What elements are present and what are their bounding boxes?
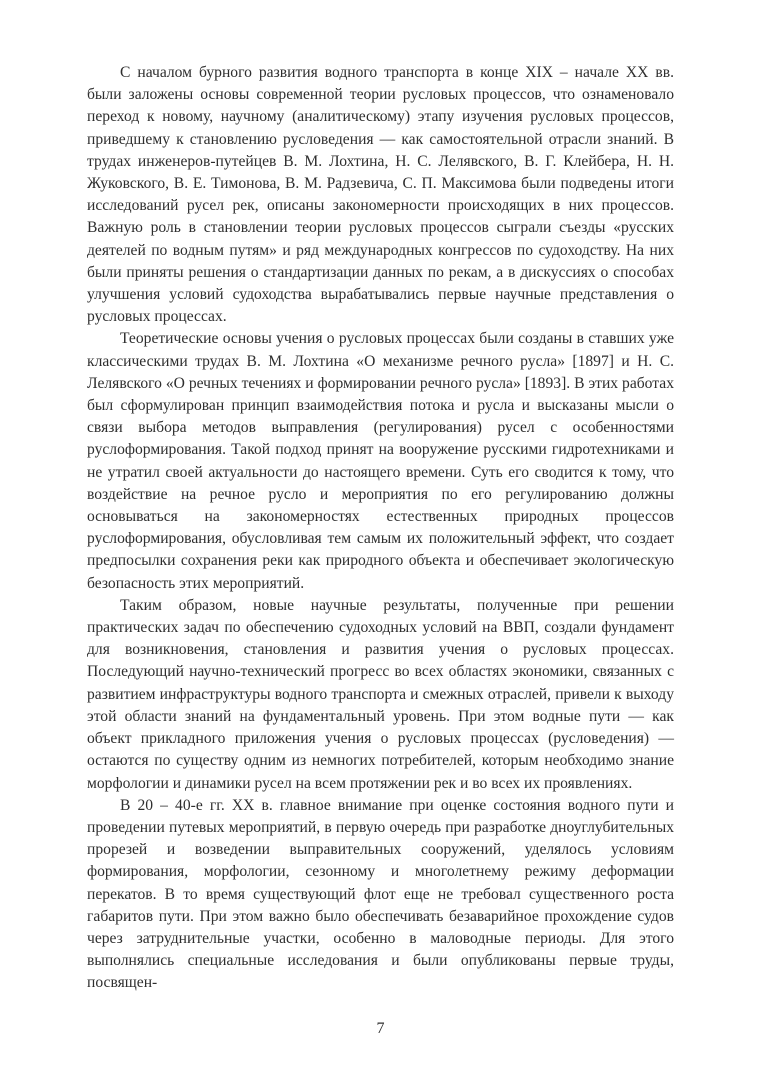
paragraph-2: Теоретические основы учения о русловых процессах были созданы в ставших уже классическими трудах В. М. Лохтина «О механизме речного русла» [1897] и Н. С. Лелявского «О речных течениях и формировании речного русла» [1893]. В этих работах был сформулирован принцип взаимодействия потока и русла и высказаны мысли о связи выбора методов выправления (регулирования) русел с особенностями руслоформирования. Такой подход принят на вооружение русскими гидротехниками и не утратил своей актуальности до настоящего времени. Суть его сводится к тому, что воздействие на речное русло и мероприятия по его регулированию должны основываться на закономерностях естественных природных процессов руслоформирования, обусловливая тем самым их положительный эффект, что создает предпосылки сохранения реки как природного объекта и обеспечивает экологическую безопасность этих мероприятий.: [87, 330, 674, 592]
page-text: [87, 62, 674, 995]
paragraph-4: В 20 – 40-е гг. XX в. главное внимание при оценке состояния водного пути и проведении путевых мероприятий, в первую очередь при разработке дноуглубительных прорезей и возведении выправительных сооружений, уделялось условиям формирования, морфологии, сезонному и многолетнему режиму деформации перекатов. В то время существующий флот еще не требовал существенного роста габаритов пути. При этом важно было обеспечивать безаварийное прохождение судов через затруднительные участки, особенно в маловодные периоды. Для этого выполнялись специальные исследования и были опубликованы первые труды, посвящен-: [87, 796, 674, 992]
paragraph-3: Таким образом, новые научные результаты, полученные при решении практических задач по обеспечению судоходных условий на ВВП, создали фундамент для возникновения, становления и развития учения о русловых процессах. Последующий научно-технический прогресс во всех областях экономики, связанных с развитием инфраструктуры водного транспорта и смежных отраслей, привели к выходу этой области знаний на фундаментальный уровень. При этом водные пути — как объект прикладного приложения учения о русловых процессах (русловедения) — остаются по существу одним из немногих потребителей, которым необходимо знание морфологии и динамики русел на всем протяжении рек и во всех их проявлениях.: [87, 596, 674, 792]
paragraph-1: С началом бурного развития водного транспорта в конце XIX – начале XX вв. были заложены основы современной теории русловых процессов, что ознаменовало переход к новому, научному (аналитическому) этапу изучения русловых процессов, приведшему к становлению русловедения — как самостоятельной отрасли знаний. В трудах инженеров-путейцев В. М. Лохтина, Н. С. Лелявского, В. Г. Клейбера, Н. Н. Жуковского, В. Е. Тимонова, В. М. Радзевича, С. П. Максимова были подведены итоги исследований русел рек, описаны закономерности происходящих в них процессов. Важную роль в становлении теории русловых процессов сыграли съезды «русских деятелей по водным путям» и ряд международных конгрессов по судоходству. На них были приняты решения о стандартизации данных по рекам, а в дискуссиях о способах улучшения условий судоходства вырабатывались первые научные представления о русловых процессах.: [87, 64, 674, 326]
page-number: 7: [376, 1020, 385, 1037]
